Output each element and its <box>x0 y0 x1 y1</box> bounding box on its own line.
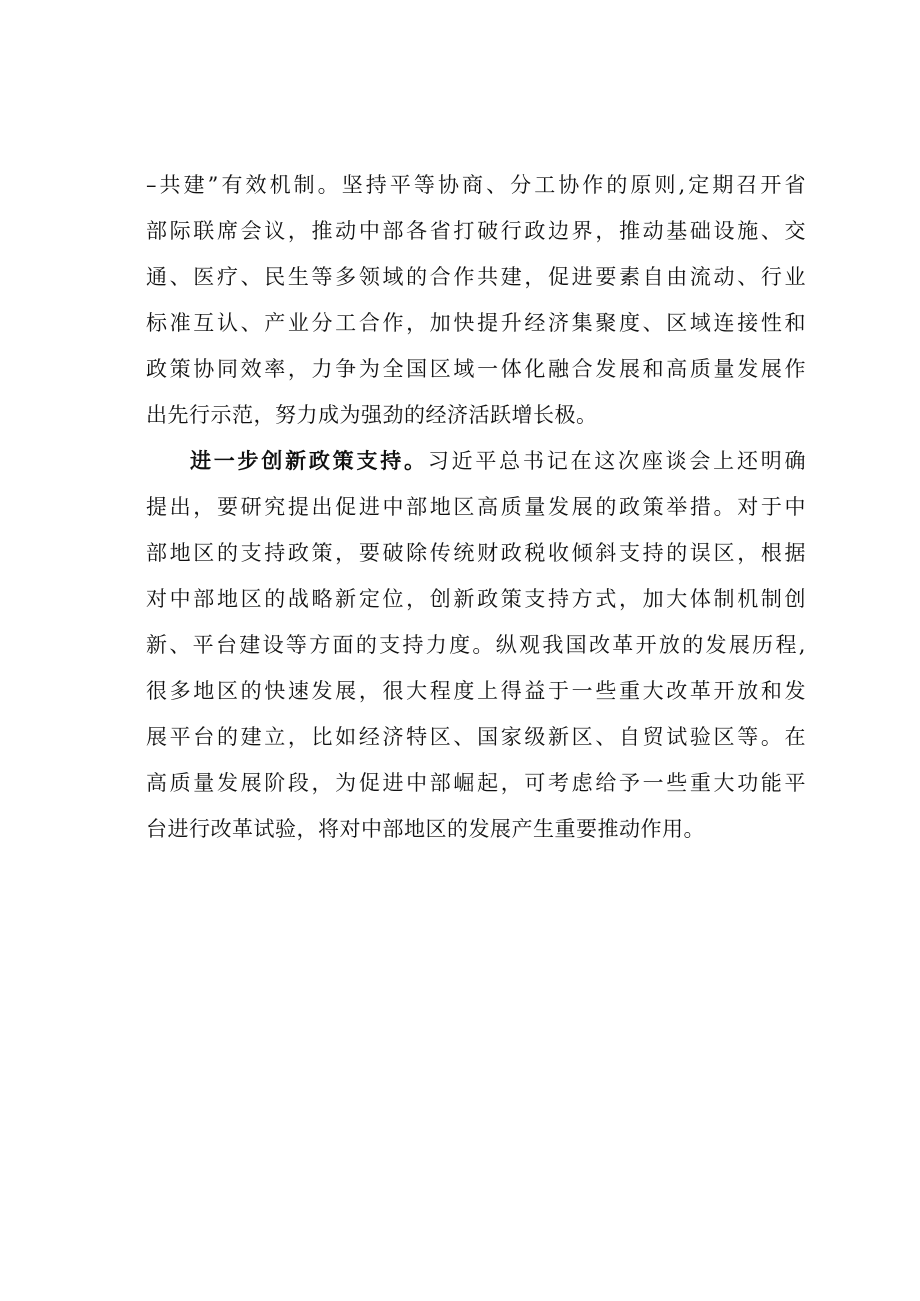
paragraph-heading: 进一步创新政策支持。 <box>190 448 428 473</box>
text-segment: 习近平总书记在这次座谈会上还明确 <box>427 449 807 473</box>
document-body <box>146 162 806 852</box>
text-line: 新、平台建设等方面的支持力度。纵观我国改革开放的发展历程, <box>146 633 806 657</box>
text-line: –共建”有效机制。坚持平等协商、分工协作的原则,定期召开省 <box>146 173 806 197</box>
text-line: 部地区的支持政策，要破除传统财政税收倾斜支持的误区，根据 <box>146 541 806 565</box>
paragraph-first-line <box>146 438 806 484</box>
text-line: 高质量发展阶段，为促进中部崛起，可考虑给予一些重大功能平 <box>146 771 806 795</box>
text-line: 提出，要研究提出促进中部地区高质量发展的政策举措。对于中 <box>146 495 806 519</box>
text-line: 出先行示范，努力成为强劲的经济活跃增长极。 <box>146 403 598 427</box>
paragraph-policy-support <box>146 438 806 852</box>
text-line: 台进行改革试验，将对中部地区的发展产生重要推动作用。 <box>146 817 705 841</box>
text-line: 政策协同效率，力争为全国区域一体化融合发展和高质量发展作 <box>146 357 806 381</box>
text-line: 部际联席会议，推动中部各省打破行政边界，推动基础设施、交 <box>146 219 806 243</box>
text-line: 展平台的建立，比如经济特区、国家级新区、自贸试验区等。在 <box>146 725 806 749</box>
text-line: 对中部地区的战略新定位，创新政策支持方式，加大体制机制创 <box>146 587 806 611</box>
text-line: 标准互认、产业分工合作，加快提升经济集聚度、区域连接性和 <box>146 311 806 335</box>
text-line: 通、医疗、民生等多领域的合作共建，促进要素自由流动、行业 <box>146 265 806 289</box>
text-line: 很多地区的快速发展，很大程度上得益于一些重大改革开放和发 <box>146 679 806 703</box>
paragraph-cooperation-mechanism <box>146 162 806 438</box>
